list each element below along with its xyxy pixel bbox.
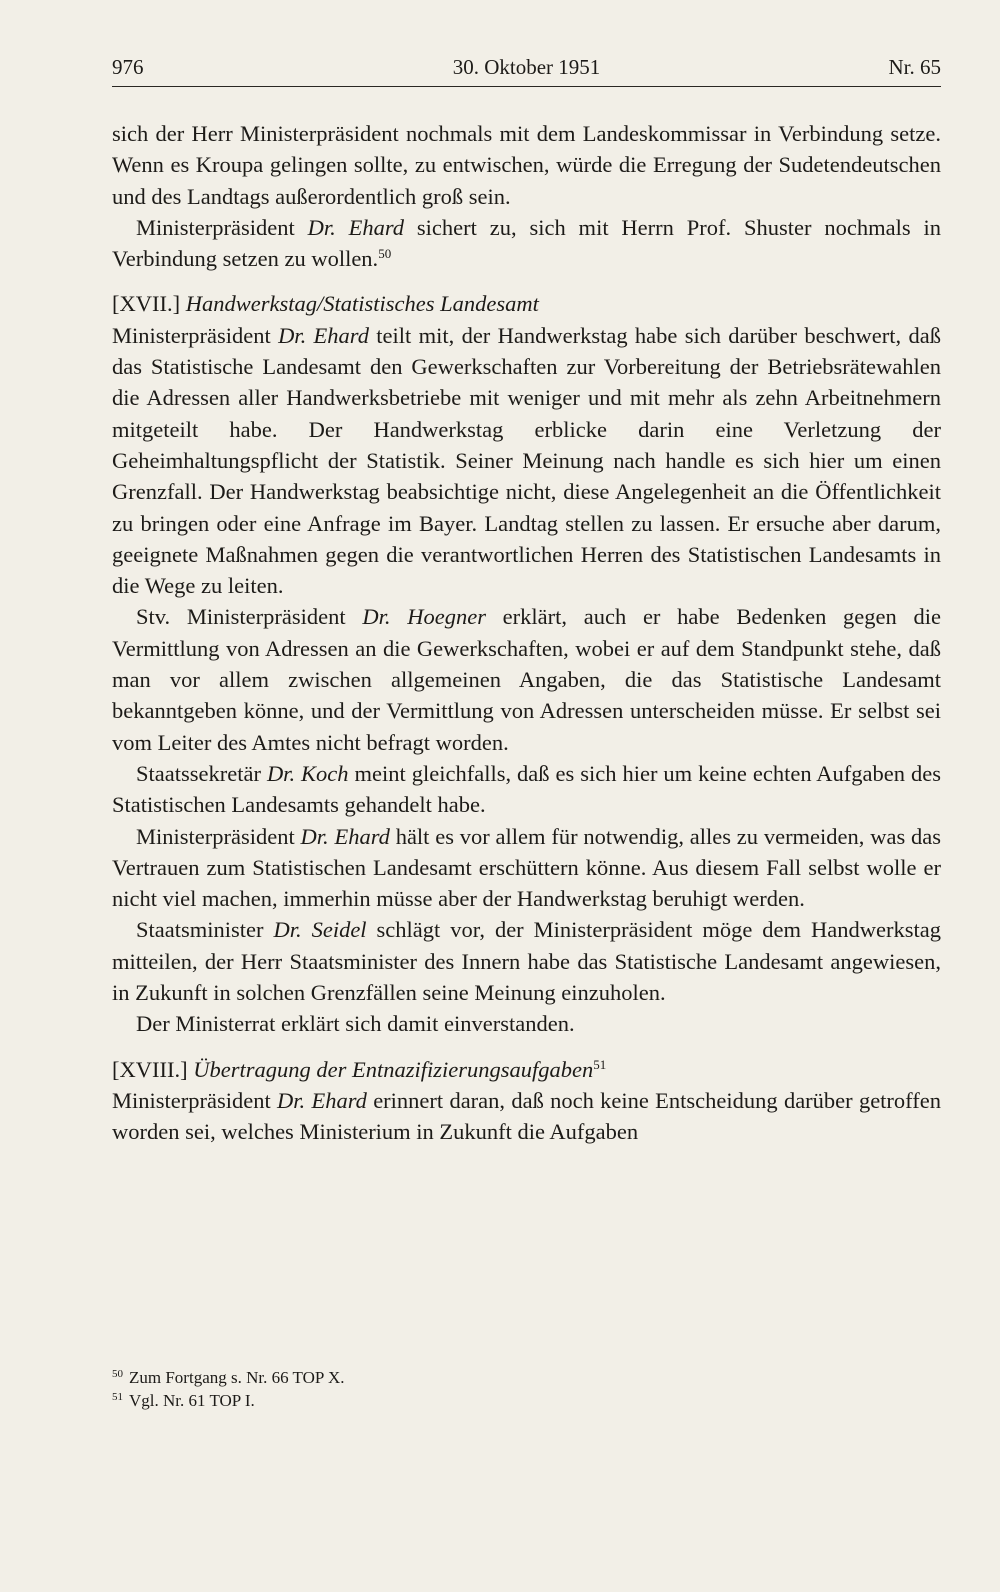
issue-number: Nr. 65 xyxy=(888,55,941,79)
footnote xyxy=(112,1366,941,1389)
paragraph: sich der Herr Ministerpräsident nochmals mit dem Landeskommissar in Verbindung setze. Wenn es Kroupa gelingen sollte, zu entwischen, würde die Erregung der Sudetendeutschen und des Landtags außerordentlich groß sein. xyxy=(112,121,941,209)
paragraph: Der Ministerrat erklärt sich damit einverstanden. xyxy=(136,1011,575,1037)
paragraph: Ministerpräsident Dr. Ehard teilt mit, der Handwerkstag habe sich darüber beschwert, daß das Statistische Landesamt den Gewerkschaften zur Vorbereitung der Betriebsrätewahlen die Adressen aller Handwerksbetriebe mit weniger und mit mehr als zehn Arbeitnehmern mitgeteilt habe. Der Handwerkstag erblicke darin eine Verletzung der Geheimhaltungspflicht der Statistik. Seiner Meinung nach handle es sich hier um einen Grenzfall. Der Handwerkstag beabsichtige nicht, diese Angelegenheit an die Öffentlichkeit zu bringen oder eine Anfrage im Bayer. Landtag stellen zu lassen. Er ersuche aber darum, geeignete Maßnahmen gegen die verantwortlichen Herren des Statistischen Landesamts in die Wege zu leiten. xyxy=(112,322,941,599)
footnote-number: 50 xyxy=(112,1368,123,1380)
page-number: 976 xyxy=(112,55,144,79)
document-page xyxy=(112,0,941,1592)
paragraph: Staatssekretär Dr. Koch meint gleichfalls, daß es sich hier um keine echten Aufgaben des Statistischen Landesamts gehandelt habe. xyxy=(112,760,941,818)
footnote-text: Zum Fortgang s. Nr. 66 TOP X. xyxy=(129,1368,345,1387)
speaker-name: Dr. Ehard xyxy=(300,823,390,849)
footnote-ref: 50 xyxy=(378,246,392,262)
paragraph: Staatsminister Dr. Seidel schlägt vor, der Ministerpräsident möge dem Handwerkstag mitteilen, der Herr Staatsminister des Innern habe das Statistische Landesamt angewiesen, in Zukunft in solchen Grenzfällen seine Meinung einzuholen. xyxy=(112,917,941,1006)
section-title: Übertragung der Entnazifizierungsaufgaben xyxy=(187,1056,594,1082)
speaker-name: Dr. Hoegner xyxy=(362,604,486,630)
footnote-text: Vgl. Nr. 61 TOP I. xyxy=(129,1391,255,1410)
section-heading xyxy=(112,288,941,319)
section-number: [XVIII.] xyxy=(112,1056,188,1082)
document-body xyxy=(112,118,941,1148)
header-rule xyxy=(112,86,941,87)
section-title: Handwerkstag/Statistisches Landesamt xyxy=(180,291,539,317)
paragraph: Ministerpräsident Dr. Ehard sichert zu, sich mit Herrn Prof. Shuster nochmals in Verbindung setzen zu wollen.$^{50}$ xyxy=(112,214,941,272)
speaker-name: Dr. Ehard xyxy=(277,1087,367,1113)
page-header xyxy=(112,55,941,89)
section-number: [XVII.] xyxy=(112,291,181,317)
speaker-name: Dr. Ehard xyxy=(307,214,405,240)
footnote-ref: 51 xyxy=(593,1056,607,1072)
speaker-name: Dr. Seidel xyxy=(273,917,367,943)
paragraph: Stv. Ministerpräsident Dr. Hoegner erklärt, auch er habe Bedenken gegen die Vermittlung von Adressen an die Gewerkschaften, wobei er auf dem Standpunkt stehe, daß man vor allem zwischen allgemeinen Angaben, die das Statistische Landesamt bekanntgeben könne, und der Vermittlung von Adressen unterscheiden müsse. Er selbst sei vom Leiter des Amtes nicht befragt worden. xyxy=(112,604,941,755)
footnotes xyxy=(112,1366,941,1412)
paragraph: Ministerpräsident Dr. Ehard hält es vor allem für notwendig, alles zu vermeiden, was das Vertrauen zum Statistischen Landesamt erschüttern könne. Aus diesem Fall selbst wolle er nicht viel machen, immerhin müsse aber der Handwerkstag beruhigt werden. xyxy=(112,823,941,912)
speaker-name: Dr. Koch xyxy=(266,760,349,786)
paragraph: Ministerpräsident Dr. Ehard erinnert daran, daß noch keine Entscheidung darüber getroffen worden sei, welches Ministerium in Zukunft die Aufgaben xyxy=(112,1087,941,1145)
footnote xyxy=(112,1389,941,1412)
speaker-name: Dr. Ehard xyxy=(278,322,369,348)
footnote-number: 51 xyxy=(112,1391,123,1403)
header-date: 30. Oktober 1951 xyxy=(452,55,601,79)
section-heading xyxy=(112,1054,941,1085)
